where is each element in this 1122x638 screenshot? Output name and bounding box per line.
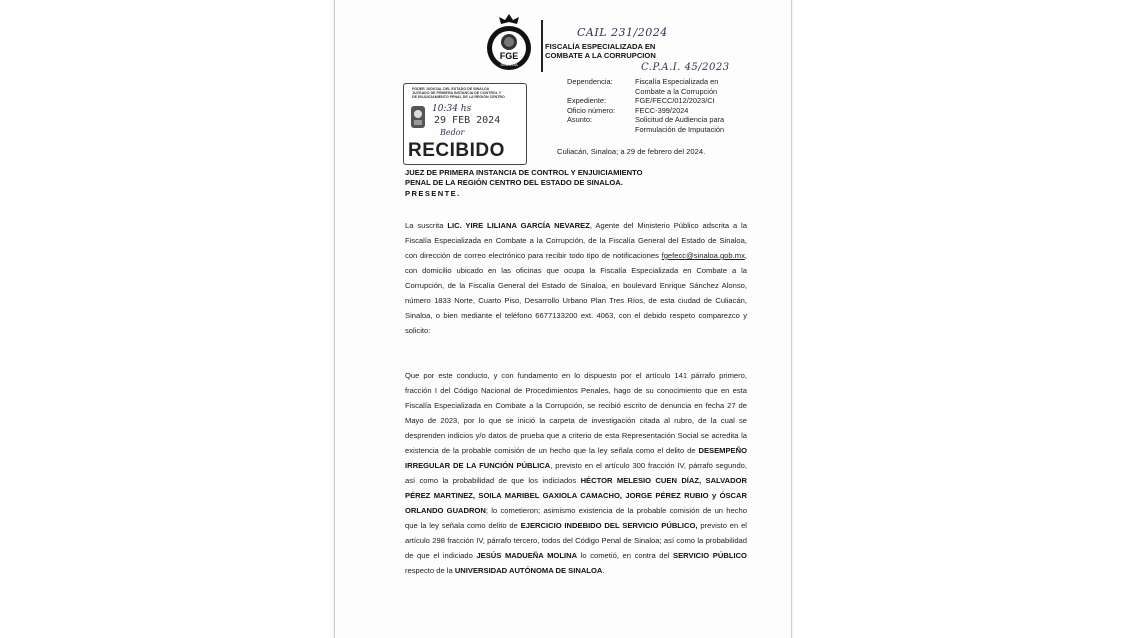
- stamp-header-line: JUZGADO DE PRIMERA INSTANCIA DE CONTROL Y: [412, 91, 502, 96]
- agency-line-2: COMBATE A LA CORRUPCION: [545, 51, 656, 60]
- text-run: Que por este conducto, y con fundamento en lo dispuesto por el artículo 141 párrafo primero, fracción I del Código Nacional de Procedimientos Penales, hago de su conocimiento que en esta Fiscalía Especializada en Combate a la Corrupción, se recibió escrito de denuncia en fecha 27 de Mayo de 2023, por lo que se inició la carpeta de investigación citada al rubro, de la cual se desprenden indicios y/o datos de prueba que a criterio de esta Representación Social se acredita la existencia de la probable comisión de un hecho que la ley señala como el delito de: [405, 371, 747, 455]
- text-run: , Agente del Ministerio Público adscrita a la Fiscalía Especializada en Combate a la Corrupción, de la Fiscalía General del Estado de Sinaloa, con dirección de correo electrónico para recibir todo tipo de notificaciones: [405, 221, 747, 260]
- stamp-time: 10:34 hs: [432, 104, 472, 114]
- meta-row-asunto-cont: [567, 125, 753, 135]
- stamp-header-line: PODER JUDICIAL DEL ESTADO DE SINALOA: [412, 87, 490, 91]
- meta-value: FECC-399/2024: [635, 105, 689, 115]
- meta-row-expediente: [567, 96, 753, 106]
- handwritten-file-number: C.P.A.I. 45/2023: [641, 62, 730, 73]
- addressee-line-1: JUEZ DE PRIMERA INSTANCIA DE CONTROL Y ENJUICIAMIENTO: [405, 168, 643, 177]
- court-seal-icon: [409, 104, 427, 130]
- header-divider: [541, 20, 543, 72]
- meta-label: Oficio número:: [567, 105, 616, 115]
- text-run: lo cometió, en contra del: [577, 551, 674, 560]
- meta-value: Combate a la Corrupción: [635, 86, 718, 96]
- addressee: [405, 168, 643, 199]
- stamp-label: RECIBIDO: [408, 140, 505, 161]
- place-date: Culiacán, Sinaloa; a 29 de febrero del 2024.: [557, 147, 706, 156]
- stamp-date: 29 FEB 2024: [434, 115, 501, 126]
- addressee-line-2: PENAL DE LA REGIÓN CENTRO DEL ESTADO DE SINALOA.: [405, 178, 623, 188]
- text-run: previsto en el artículo 298 fracción IV, párrafo tercero, todos del Código Penal de Sinaloa; así como la probabilidad de que el indiciado: [405, 521, 747, 560]
- text-run: La suscrita: [405, 221, 448, 230]
- accused-name: JESÚS MADUEÑA MOLINA: [476, 551, 578, 560]
- meta-value: Formulación de Imputación: [635, 124, 725, 134]
- text-run: respecto de la: [405, 566, 455, 575]
- meta-value: Solicitud de Audiencia para: [635, 115, 725, 125]
- text-run: .: [602, 566, 605, 575]
- document-page: [334, 0, 792, 638]
- meta-label: Expediente:: [567, 96, 607, 106]
- received-stamp: [403, 83, 527, 165]
- victim-name: SERVICIO PÚBLICO: [673, 551, 747, 560]
- stamp-header-line: DE ENJUICIAMIENTO PENAL DE LA REGIÓN CENTRO: [412, 95, 505, 100]
- meta-label: Asunto:: [567, 115, 593, 125]
- handwritten-case-number: CAIL 231/2024: [577, 26, 668, 39]
- meta-row-oficio: [567, 106, 753, 116]
- text-run: ; lo cometieron; asimismo existencia de la probable comisión de un hecho que la ley señala como delito de: [405, 506, 747, 530]
- victim-name: UNIVERSIDAD AUTÓNOMA DE SINALOA: [454, 566, 603, 575]
- meta-row-dependencia: [567, 77, 753, 87]
- body-paragraph-1: [405, 218, 747, 338]
- signatory-name: LIC. YIRE LILIANA GARCÍA NEVAREZ: [447, 221, 590, 230]
- crime-name: DESEMPEÑO IRREGULAR DE LA FUNCIÓN PÚBLICA: [405, 446, 747, 470]
- meta-row-asunto: [567, 115, 753, 125]
- text-run: , previsto en el artículo 300 fracción IV, párrafo segundo, así como la probabilidad de que los indiciados: [405, 461, 747, 485]
- crime-name: EJERCICIO INDEBIDO DEL SERVICIO PÚBLICO,: [520, 521, 698, 530]
- seal-subtext: SINALOA: [500, 62, 518, 67]
- accused-names: HÉCTOR MELESIO CUEN DÍAZ, SALVADOR PÉREZ MARTINEZ, SOILA MARIBEL GAXIOLA CAMACHO, JORGE PÉREZ RUBIO y ÓSCAR ORLANDO GUADRON: [405, 476, 747, 515]
- meta-row-dependencia-cont: [567, 87, 753, 97]
- body-paragraph-2: [405, 368, 747, 578]
- meta-label: Dependencia:: [567, 77, 613, 86]
- seal-text: FGE: [499, 51, 519, 61]
- agency-name: [545, 42, 656, 60]
- email-link[interactable]: fgefecc@sinaloa.gob.mx: [661, 251, 745, 260]
- fge-seal-icon: [483, 12, 535, 74]
- document-metadata: [567, 77, 753, 135]
- stamp-header: [412, 87, 522, 100]
- addressee-line-3: PRESENTE.: [405, 188, 461, 198]
- agency-line-1: FISCALÍA ESPECIALIZADA EN: [545, 42, 656, 51]
- stamp-signature: Bedor: [440, 128, 465, 137]
- meta-value: FGE/FECC/012/2023/CI: [635, 96, 715, 106]
- meta-value: Fiscalía Especializada en: [635, 77, 719, 86]
- text-run: , con domicilio ubicado en las oficinas que ocupa la Fiscalía Especializada en Combate a la Corrupción, de la Fiscalía General del Estado de Sinaloa, en boulevard Enrique Sánchez Alonso, número 1833 Norte, Cuarto Piso, Desarrollo Urbano Plan Tres Ríos, de esta ciudad de Culiacán, Sinaloa, o bien mediante el teléfono 6677133200 ext. 4063, con el debido respeto comparezco y solicito:: [405, 251, 747, 335]
